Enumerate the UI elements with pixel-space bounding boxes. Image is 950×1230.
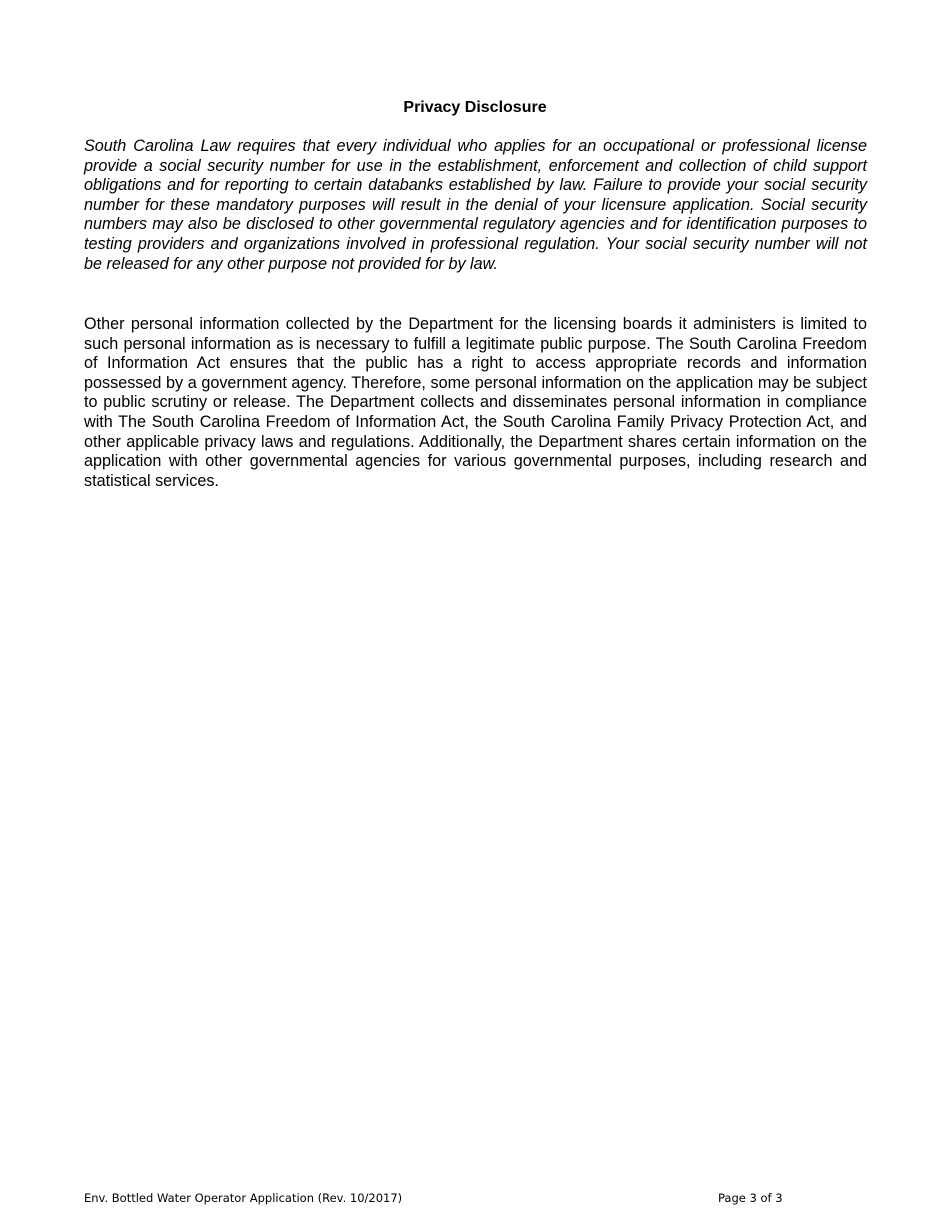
footer-form-name: Env. Bottled Water Operator Application (Rev. 10/2017) xyxy=(84,1191,403,1205)
footer-page-number: Page 3 of 3 xyxy=(718,1191,783,1205)
personal-info-paragraph: Other personal information collected by the Department for the licensing boards it administers is limited to such personal information as is necessary to fulfill a legitimate public purpose. The South Carolina Freedom of Information Act ensures that the public has a right to access appropriate records and information possessed by a government agency. Therefore, some personal information on the application may be subject to public scrutiny or release. The Department collects and disseminates personal information in compliance with The South Carolina Freedom of Information Act, the South Carolina Family Privacy Protection Act, and other applicable privacy laws and regulations. Additionally, the Department shares certain information on the application with other governmental agencies for various governmental purposes, including research and statistical services. xyxy=(84,315,867,490)
page-title: Privacy Disclosure xyxy=(403,99,547,116)
ssn-notice-paragraph: South Carolina Law requires that every individual who applies for an occupational or professional license provide a social security number for use in the establishment, enforcement and collection of child support obligations and for reporting to certain databanks established by law. Failure to provide your social security number for these mandatory purposes will result in the denial of your licensure application. Social security numbers may also be disclosed to other governmental regulatory agencies and for identification purposes to testing providers and organizations involved in professional regulation. Your social security number will not be released for any other purpose not provided for by law. xyxy=(84,137,867,273)
